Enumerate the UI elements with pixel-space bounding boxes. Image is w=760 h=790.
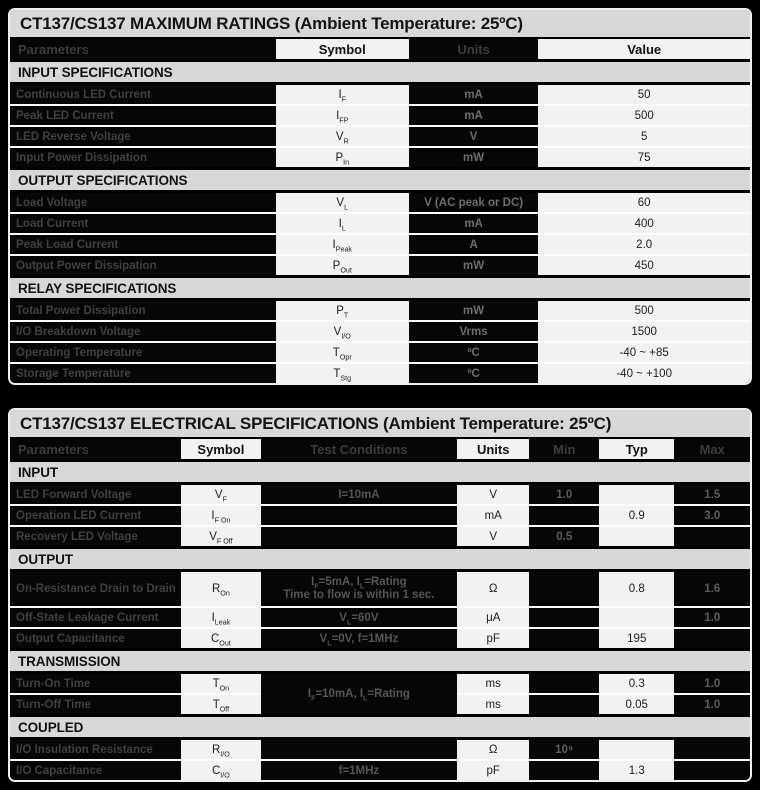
units-cell: mW — [409, 147, 539, 169]
test-conditions-cell — [261, 739, 457, 761]
table-row — [10, 484, 750, 506]
max-cell: 1.5 — [674, 484, 750, 506]
symbol-cell: $I_{F On}$ — [181, 505, 261, 526]
symbol-cell: $P_{Out}$ — [276, 255, 409, 277]
test-conditions-line: Time to flow is within 1 sec. — [283, 589, 435, 601]
table-row — [10, 363, 750, 383]
symbol-cell: $V_{F Off}$ — [181, 526, 261, 548]
max-cell: 1.0 — [674, 673, 750, 695]
parameter-cell: I/O Insulation Resistance — [10, 739, 181, 761]
value-cell: 500 — [538, 105, 750, 126]
min-cell — [529, 607, 599, 628]
parameter-cell: Storage Temperature — [10, 363, 276, 383]
parameter-cell: LED Reverse Voltage — [10, 126, 276, 147]
symbol-cell: $P_{In}$ — [276, 147, 409, 169]
table-row — [10, 321, 750, 342]
max-cell: 1.0 — [674, 694, 750, 716]
table-row — [10, 760, 750, 780]
section-header: OUTPUT SPECIFICATIONS — [10, 169, 750, 192]
value-cell: 60 — [538, 192, 750, 214]
section-header-row — [10, 548, 750, 571]
value-cell: -40 ~ +100 — [538, 363, 750, 383]
table-row — [10, 628, 750, 650]
units-cell: Vrms — [409, 321, 539, 342]
units-cell: mW — [409, 255, 539, 277]
table-row — [10, 126, 750, 147]
table-row — [10, 526, 750, 548]
symbol-cell: $V_{I/O}$ — [276, 321, 409, 342]
table-row — [10, 300, 750, 322]
parameter-cell: Peak LED Current — [10, 105, 276, 126]
parameter-cell: I/O Capacitance — [10, 760, 181, 780]
typ-cell: 0.3 — [599, 673, 674, 695]
typ-cell: 195 — [599, 628, 674, 650]
symbol-cell: $V_L$ — [276, 192, 409, 214]
section-header-row — [10, 277, 750, 300]
section-header: TRANSMISSION — [10, 650, 750, 673]
symbol-cell: $I_L$ — [276, 213, 409, 234]
typ-cell: 0.8 — [599, 571, 674, 608]
test-conditions-cell: $V_L=60V$ — [261, 607, 457, 628]
column-header-parameters: Parameters — [10, 439, 181, 461]
parameter-cell: Turn-Off Time — [10, 694, 181, 716]
column-header-symbol: Symbol — [276, 39, 409, 61]
value-cell: 5 — [538, 126, 750, 147]
max-cell — [674, 526, 750, 548]
value-cell: -40 ~ +85 — [538, 342, 750, 363]
table-row — [10, 147, 750, 169]
column-header-typ: Typ — [599, 439, 674, 461]
units-cell: ms — [457, 673, 530, 695]
section-header-row — [10, 716, 750, 739]
parameter-cell: Continuous LED Current — [10, 84, 276, 106]
max-cell: 1.0 — [674, 607, 750, 628]
section-header: RELAY SPECIFICATIONS — [10, 277, 750, 300]
symbol-cell: $T_{On}$ — [181, 673, 261, 695]
table-row — [10, 739, 750, 761]
electrical-specs-table — [8, 408, 752, 782]
min-cell — [529, 571, 599, 608]
value-cell: 2.0 — [538, 234, 750, 255]
units-cell: Ω — [457, 571, 530, 608]
value-cell: 450 — [538, 255, 750, 277]
parameter-cell: Output Capacitance — [10, 628, 181, 650]
typ-cell — [599, 607, 674, 628]
section-header-row — [10, 461, 750, 484]
table-row — [10, 105, 750, 126]
test-conditions-cell — [261, 505, 457, 526]
max-cell: 1.6 — [674, 571, 750, 608]
table-row — [10, 607, 750, 628]
section-header-row — [10, 169, 750, 192]
parameter-cell: Recovery LED Voltage — [10, 526, 181, 548]
test-conditions-cell: f=1MHz — [261, 760, 457, 780]
parameter-cell: Peak Load Current — [10, 234, 276, 255]
table-row — [10, 505, 750, 526]
parameter-cell: I/O Breakdown Voltage — [10, 321, 276, 342]
max-cell: 3.0 — [674, 505, 750, 526]
units-cell: Ω — [457, 739, 530, 761]
units-cell: pF — [457, 760, 530, 780]
units-cell: pF — [457, 628, 530, 650]
symbol-cell: $I_{Peak}$ — [276, 234, 409, 255]
units-cell: V — [457, 526, 530, 548]
min-cell: 1.0 — [529, 484, 599, 506]
table-row — [10, 571, 750, 608]
symbol-cell: $R_{On}$ — [181, 571, 261, 608]
section-header: INPUT — [10, 461, 750, 484]
typ-cell: 0.05 — [599, 694, 674, 716]
value-cell: 75 — [538, 147, 750, 169]
table-row — [10, 213, 750, 234]
value-cell: 50 — [538, 84, 750, 106]
symbol-cell: $P_T$ — [276, 300, 409, 322]
test-conditions-cell: I=10mA — [261, 484, 457, 506]
column-header-row — [10, 39, 750, 61]
test-conditions-cell — [261, 571, 457, 608]
value-cell: 400 — [538, 213, 750, 234]
units-cell: mA — [409, 84, 539, 106]
table-row — [10, 342, 750, 363]
typ-cell: 1.3 — [599, 760, 674, 780]
parameter-cell: LED Forward Voltage — [10, 484, 181, 506]
table-row — [10, 673, 750, 695]
section-header: COUPLED — [10, 716, 750, 739]
typ-cell — [599, 484, 674, 506]
section-header: OUTPUT — [10, 548, 750, 571]
column-header-parameters: Parameters — [10, 39, 276, 61]
symbol-cell: $C_{I/O}$ — [181, 760, 261, 780]
parameter-cell: Load Current — [10, 213, 276, 234]
max-ratings-title: CT137/CS137 MAXIMUM RATINGS (Ambient Temperature: 25ºC) — [10, 10, 750, 39]
parameter-cell: Output Power Dissipation — [10, 255, 276, 277]
symbol-cell: $R_{I/O}$ — [181, 739, 261, 761]
parameter-cell: Operating Temperature — [10, 342, 276, 363]
typ-cell — [599, 526, 674, 548]
column-header-max: Max — [674, 439, 750, 461]
max-cell — [674, 760, 750, 780]
units-cell: A — [409, 234, 539, 255]
min-cell — [529, 628, 599, 650]
test-conditions-line: $I_F=5mA$, $I_L=Rating$ — [311, 576, 407, 591]
test-conditions-cell: $I_F=10mA$, $I_L=Rating$ — [261, 673, 457, 716]
typ-cell — [599, 739, 674, 761]
table-row — [10, 255, 750, 277]
test-conditions-cell: $V_L=0V$, f=1MHz — [261, 628, 457, 650]
min-cell: 0.5 — [529, 526, 599, 548]
test-conditions-cell — [261, 526, 457, 548]
electrical-specs-grid — [10, 439, 750, 780]
parameter-cell: Load Voltage — [10, 192, 276, 214]
units-cell: ºC — [409, 363, 539, 383]
units-cell: mA — [457, 505, 530, 526]
parameter-cell: Operation LED Current — [10, 505, 181, 526]
electrical-specs-title: CT137/CS137 ELECTRICAL SPECIFICATIONS (Ambient Temperature: 25ºC) — [10, 410, 750, 439]
symbol-cell: $I_{Leak}$ — [181, 607, 261, 628]
column-header-value: Value — [538, 39, 750, 61]
parameter-cell: Input Power Dissipation — [10, 147, 276, 169]
parameter-cell: Turn-On Time — [10, 673, 181, 695]
symbol-cell: $V_F$ — [181, 484, 261, 506]
min-cell — [529, 694, 599, 716]
symbol-cell: $I_{FP}$ — [276, 105, 409, 126]
section-header: INPUT SPECIFICATIONS — [10, 61, 750, 84]
section-header-row — [10, 61, 750, 84]
units-cell: V — [409, 126, 539, 147]
units-cell: V (AC peak or DC) — [409, 192, 539, 214]
units-cell: V — [457, 484, 530, 506]
column-header-units: Units — [409, 39, 539, 61]
units-cell: mA — [409, 105, 539, 126]
column-header-symbol: Symbol — [181, 439, 261, 461]
max-cell — [674, 739, 750, 761]
max-ratings-table — [8, 8, 752, 385]
symbol-cell: $T_{Stg}$ — [276, 363, 409, 383]
symbol-cell: $I_F$ — [276, 84, 409, 106]
typ-cell: 0.9 — [599, 505, 674, 526]
column-header-test-conditions: Test Conditions — [261, 439, 457, 461]
parameter-cell: Total Power Dissipation — [10, 300, 276, 322]
symbol-cell: $C_{Out}$ — [181, 628, 261, 650]
column-header-min: Min — [529, 439, 599, 461]
column-header-row — [10, 439, 750, 461]
symbol-cell: $V_R$ — [276, 126, 409, 147]
value-cell: 1500 — [538, 321, 750, 342]
min-cell: 10⁹ — [529, 739, 599, 761]
units-cell: μA — [457, 607, 530, 628]
units-cell: mA — [409, 213, 539, 234]
min-cell — [529, 673, 599, 695]
table-row — [10, 84, 750, 106]
units-cell: ms — [457, 694, 530, 716]
symbol-cell: $T_{Opr}$ — [276, 342, 409, 363]
min-cell — [529, 505, 599, 526]
parameter-cell: Off-State Leakage Current — [10, 607, 181, 628]
units-cell: mW — [409, 300, 539, 322]
section-header-row — [10, 650, 750, 673]
table-row — [10, 234, 750, 255]
value-cell: 500 — [538, 300, 750, 322]
units-cell: ºC — [409, 342, 539, 363]
max-cell — [674, 628, 750, 650]
column-header-units: Units — [457, 439, 530, 461]
max-ratings-grid — [10, 39, 750, 383]
table-row — [10, 192, 750, 214]
parameter-cell: On-Resistance Drain to Drain — [10, 571, 181, 608]
min-cell — [529, 760, 599, 780]
symbol-cell: $T_{Off}$ — [181, 694, 261, 716]
